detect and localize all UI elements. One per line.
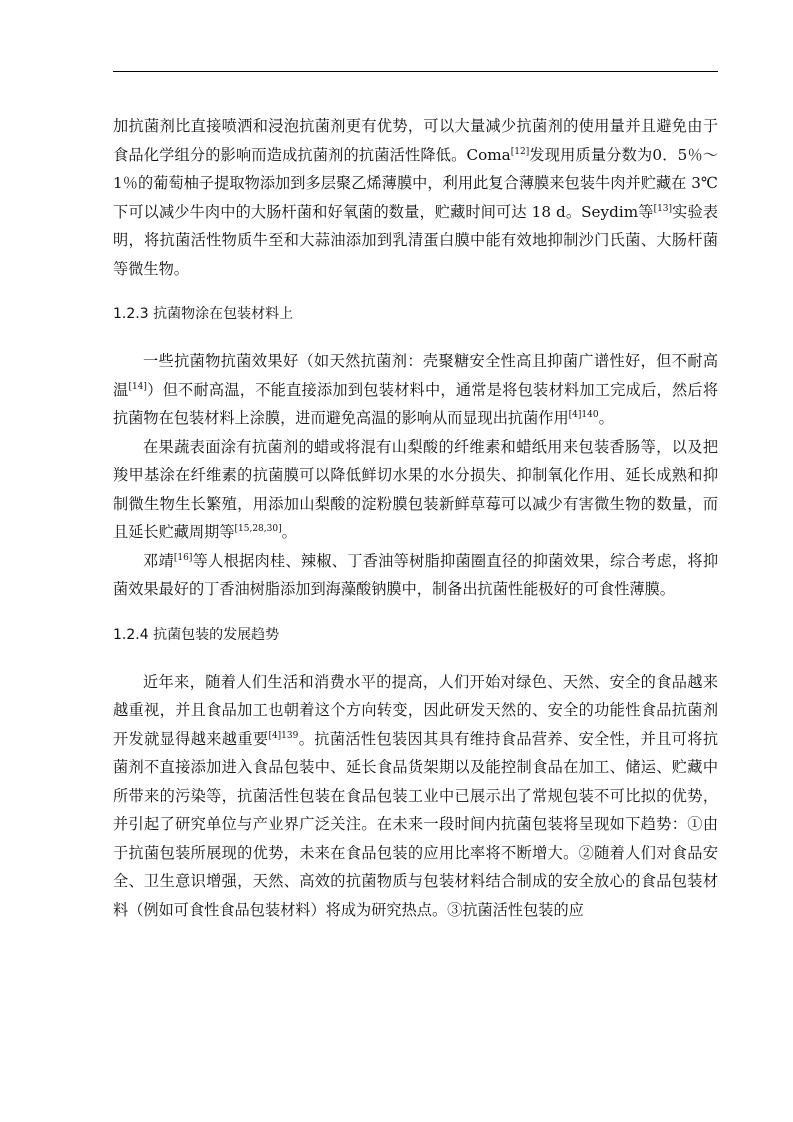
paragraph-4-text-a: 邓靖 [143, 551, 174, 570]
citation-ref: [4]139 [268, 730, 299, 741]
paragraph-1-text-b: 发现用质量分数为0．5％～1％的葡萄柚子提取物添加到多层聚乙烯薄膜中，利用此复合薄膜来包装牛肉并贮藏在 3℃下可以减少牛肉中的大肠杆菌和好氧菌的数量，贮藏时间可达 18 d。Seydim等 [113, 145, 718, 221]
paragraph-1-text-a: 加抗菌剂比直接喷洒和浸泡抗菌剂更有优势，可以大量减少抗菌剂的使用量并且避免由于食品化学组分的影响而造成抗菌剂的抗菌活性降低。Coma [113, 117, 718, 164]
citation-ref: [12] [510, 146, 530, 157]
paragraph-3 [113, 433, 718, 547]
paragraph-2-text-c: 。 [598, 409, 614, 427]
citation-ref: [14] [128, 381, 147, 392]
paragraph-5-text-a: 近年来，随着人们生活和消费水平的提高，人们开始对绿色、天然、安全的食品越来越重视，并且食品加工也朝着这个方向转变，因此研发天然的、安全的功能性食品抗菌剂开发就显得越来越重要 [113, 672, 718, 748]
citation-ref: [16] [173, 552, 193, 563]
paragraph-2 [113, 347, 718, 433]
paragraph-4-text-b: 等人根据肉桂、辣椒、丁香油等树脂抑菌圈直径的抑菌效果，综合考虑，将抑菌效果最好的丁香油树脂添加到海藻酸钠膜中，制备出抗菌性能极好的可食性薄膜。 [113, 551, 719, 598]
paragraph-5-text-b: 。抗菌活性包装因其具有维持食品营养、安全性，并且可将抗菌剂不直接添加进入食品包装中、延长食品货架期以及能控制食品在加工、储运、贮藏中所带来的污染等，抗菌活性包装在食品包装工业中已展示出了常规包装不可比拟的优势，并引起了研究单位与产业界广泛关注。在未来一段时间内抗菌包装将呈现如下趋势：①由于抗菌包装所展现的优势，未来在食品包装的应用比率将不断增大。②随着人们对食品安全、卫生意识增强，天然、高效的抗菌物质与包装材料结合制成的安全放心的食品包装材料（例如可食性食品包装材料）将成为研究热点。③抗菌活性包装的应 [113, 729, 719, 919]
citation-ref: [13] [653, 203, 673, 214]
paragraph-2-text-a: 一些抗菌物抗菌效果好（如天然抗菌剂：壳聚糖安全性高且抑菌广谱性好，但不耐高温 [113, 352, 718, 399]
paragraph-1-text-c: 实验表明，将抗菌活性物质牛至和大蒜油添加到乳清蛋白膜中能有效地抑制沙门氏菌、大肠杆菌等微生物。 [113, 202, 719, 278]
header-rule [113, 71, 718, 72]
paragraph-2-text-b: ）但不耐高温，不能直接添加到包装材料中，通常是将包装材料加工完成后，然后将抗菌物在包装材料上涂膜，进而避免高温的影响从而显现出抗菌作用 [113, 380, 719, 427]
paragraph-4 [113, 547, 718, 604]
paragraph-3-text-a: 在果蔬表面涂有抗菌剂的蜡或将混有山梨酸的纤维素和蜡纸用来包装香肠等，以及把羧甲基涂在纤维素的抗菌膜可以降低鲜切水果的水分损失、抑制氧化作用、延长成熟和抑制微生物生长繁殖，用添加山梨酸的淀粉膜包装新鲜草莓可以减少有害微生物的数量，而且延长贮藏周期等 [113, 437, 718, 541]
paragraph-5 [113, 668, 718, 925]
section-heading-1-2-4: 1.2.4 抗菌包装的发展趋势 [113, 626, 280, 643]
page-body [113, 112, 718, 924]
citation-ref: [4]140 [568, 409, 599, 420]
paragraph-1 [113, 112, 718, 283]
paragraph-3-text-b: 。 [281, 523, 297, 541]
section-heading-1-2-3: 1.2.3 抗菌物涂在包装材料上 [113, 306, 294, 322]
citation-ref: [15,28,30] [234, 523, 282, 534]
